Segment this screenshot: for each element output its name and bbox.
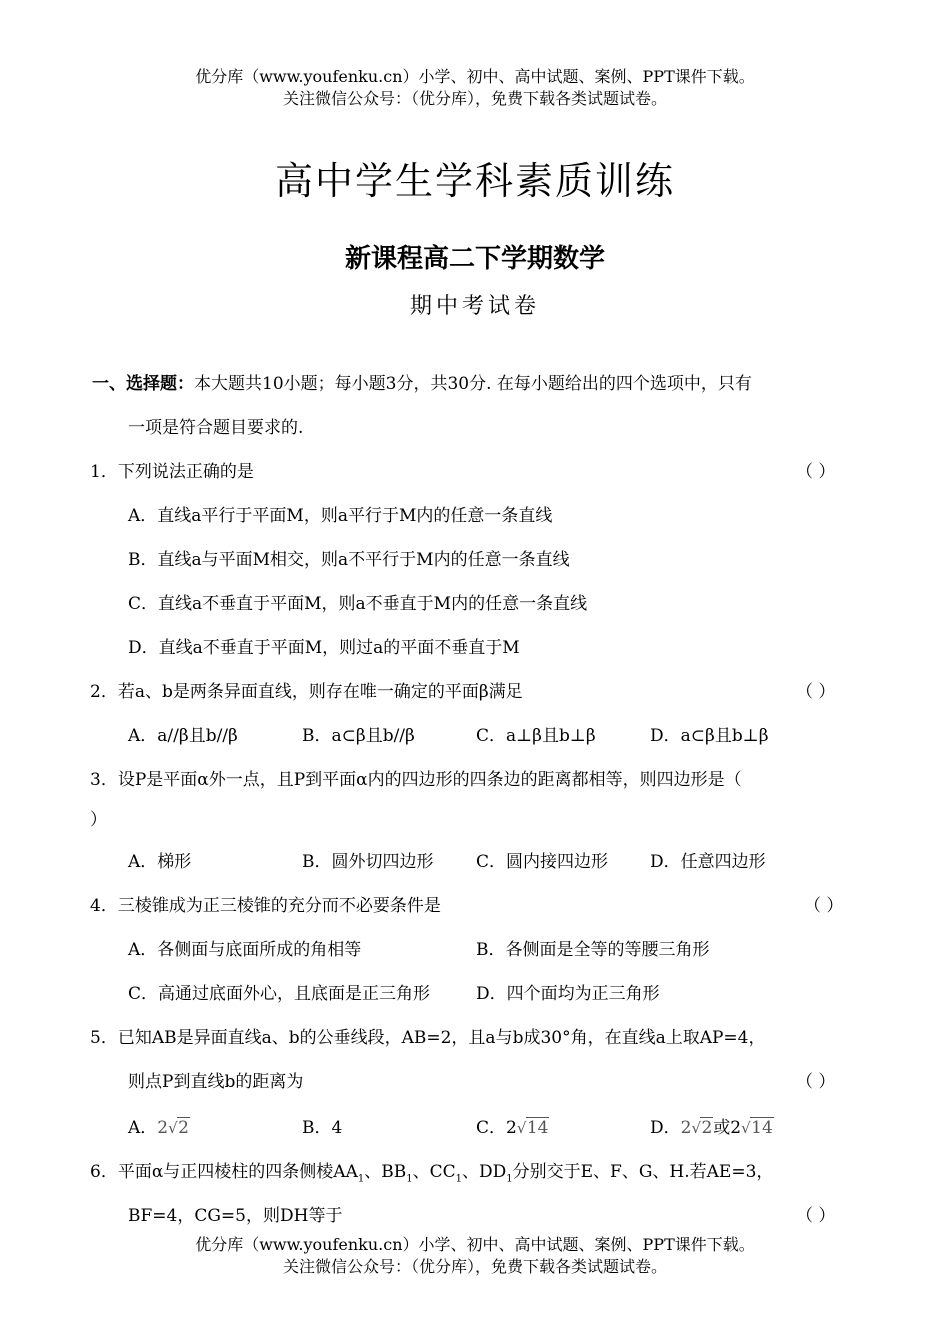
q5-stem: 5．已知AB是异面直线a、b的公垂线段，AB=2，且a与b成30°角，在直线a上取AP=4， xyxy=(90,1028,766,1048)
section-instructions-cont: 一项是符合题目要求的. xyxy=(128,418,304,438)
q5-option-c xyxy=(476,1116,549,1140)
q6-stem-cont: BF=4，CG=5，则DH等于 xyxy=(128,1206,343,1226)
q3-option-b: B．圆外切四边形 xyxy=(302,852,434,872)
subtitle: 新课程高二下学期数学 xyxy=(344,244,605,274)
q3-option-c: C．圆内接四边形 xyxy=(476,852,609,872)
q4-answer-bracket: （ ） xyxy=(804,896,844,916)
q2-stem: 2．若a、b是两条异面直线，则存在唯一确定的平面β满足 xyxy=(90,682,523,702)
q5-option-a-coef: 2 xyxy=(157,1118,169,1138)
q4-option-b: B．各侧面是全等的等腰三角形 xyxy=(476,940,710,960)
q4-option-a: A．各侧面与底面所成的角相等 xyxy=(128,940,362,960)
q2-option-d: D．a⊂β且b⊥β xyxy=(650,726,769,746)
footer-line-2: 关注微信公众号：（优分库），免费下载各类试题试卷。 xyxy=(282,1257,667,1276)
q5-option-c-label: C．2 xyxy=(476,1118,517,1138)
q2-option-c: C．a⊥β且b⊥β xyxy=(476,726,596,746)
q1-option-c: C．直线a不垂直于平面M，则a不垂直于M内的任意一条直线 xyxy=(128,594,588,614)
footer-line-1: 优分库（www.youfenku.cn）小学、初中、高中试题、案例、PPT课件下载。 xyxy=(195,1235,755,1254)
q5-option-a-label: A． xyxy=(128,1118,158,1138)
q1-stem: 1．下列说法正确的是 xyxy=(90,462,254,482)
q6-stem xyxy=(90,1160,773,1191)
q6-stem-part: 6．平面α与正四棱柱的四条侧棱AA xyxy=(90,1162,358,1182)
q3-option-a: A．梯形 xyxy=(128,852,192,872)
q3-stem-cont: ） xyxy=(90,810,107,830)
q5-option-d-radicand-2: 14 xyxy=(751,1118,773,1138)
q5-option-b: B．4 xyxy=(302,1118,343,1138)
q6-stem-part: 、CC xyxy=(412,1162,456,1182)
subscript: 1 xyxy=(357,1173,365,1185)
q5-option-c-radicand: 14 xyxy=(526,1118,549,1138)
q5-option-d-radicand: 2 xyxy=(701,1118,713,1138)
sqrt-symbol: √ 14 xyxy=(741,1118,773,1138)
q5-option-d-or: 或2 xyxy=(713,1118,742,1138)
q2-answer-bracket: （ ） xyxy=(796,682,836,702)
section-label: 一、选择题： xyxy=(92,374,194,394)
q6-stem-part: 、BB xyxy=(364,1162,407,1182)
sqrt-symbol: √ 14 xyxy=(516,1118,549,1138)
q2-option-b: B．a⊂β且b//β xyxy=(302,726,415,746)
section-instructions: 本大题共10小题；每小题3分，共30分. 在每小题给出的四个选项中，只有 xyxy=(194,374,752,394)
sqrt-symbol: √ 2 xyxy=(691,1118,713,1138)
subscript: 1 xyxy=(506,1173,513,1185)
main-title: 高中学生学科素质训练 xyxy=(274,159,675,203)
q4-option-c: C．高通过底面外心，且底面是正三角形 xyxy=(128,984,431,1004)
q5-stem-cont: 则点P到直线b的距离为 xyxy=(128,1072,304,1092)
q5-option-d-coef: 2 xyxy=(680,1118,692,1138)
q5-option-a xyxy=(128,1116,190,1140)
q5-option-a-radicand: 2 xyxy=(178,1118,189,1138)
q4-option-d: D．四个面均为正三角形 xyxy=(476,984,660,1004)
sqrt-symbol: √ 2 xyxy=(168,1118,189,1138)
header-line-1: 优分库（www.youfenku.cn）小学、初中、高中试题、案例、PPT课件下载。 xyxy=(195,67,755,86)
q5-option-d-label: D． xyxy=(650,1118,681,1138)
q4-stem: 4．三棱锥成为正三棱锥的充分而不必要条件是 xyxy=(90,896,441,916)
q5-answer-bracket: （ ） xyxy=(796,1072,836,1092)
q6-answer-bracket: （ ） xyxy=(796,1206,836,1226)
subscript: 1 xyxy=(455,1173,462,1185)
q6-stem-part: 、DD xyxy=(462,1162,507,1182)
exam-title: 期中考试卷 xyxy=(409,294,540,319)
q1-option-d: D．直线a不垂直于平面M，则过a的平面不垂直于M xyxy=(128,638,520,658)
q5-option-d xyxy=(650,1116,774,1140)
q3-stem: 3．设P是平面α外一点，且P到平面α内的四边形的四条边的距离都相等，则四边形是（ xyxy=(90,770,742,790)
q1-option-a: A．直线a平行于平面M，则a平行于M内的任意一条直线 xyxy=(128,506,553,526)
q2-option-a: A．a//β且b//β xyxy=(128,726,238,746)
header-line-2: 关注微信公众号：（优分库），免费下载各类试题试卷。 xyxy=(282,89,667,108)
q3-option-d: D．任意四边形 xyxy=(650,852,766,872)
subscript: 1 xyxy=(406,1173,413,1185)
section-heading xyxy=(92,372,752,396)
q1-answer-bracket: （ ） xyxy=(796,462,836,482)
q1-option-b: B．直线a与平面M相交，则a不平行于M内的任意一条直线 xyxy=(128,550,570,570)
q6-stem-part: 分别交于E、F、G、H.若AE=3， xyxy=(512,1162,774,1182)
